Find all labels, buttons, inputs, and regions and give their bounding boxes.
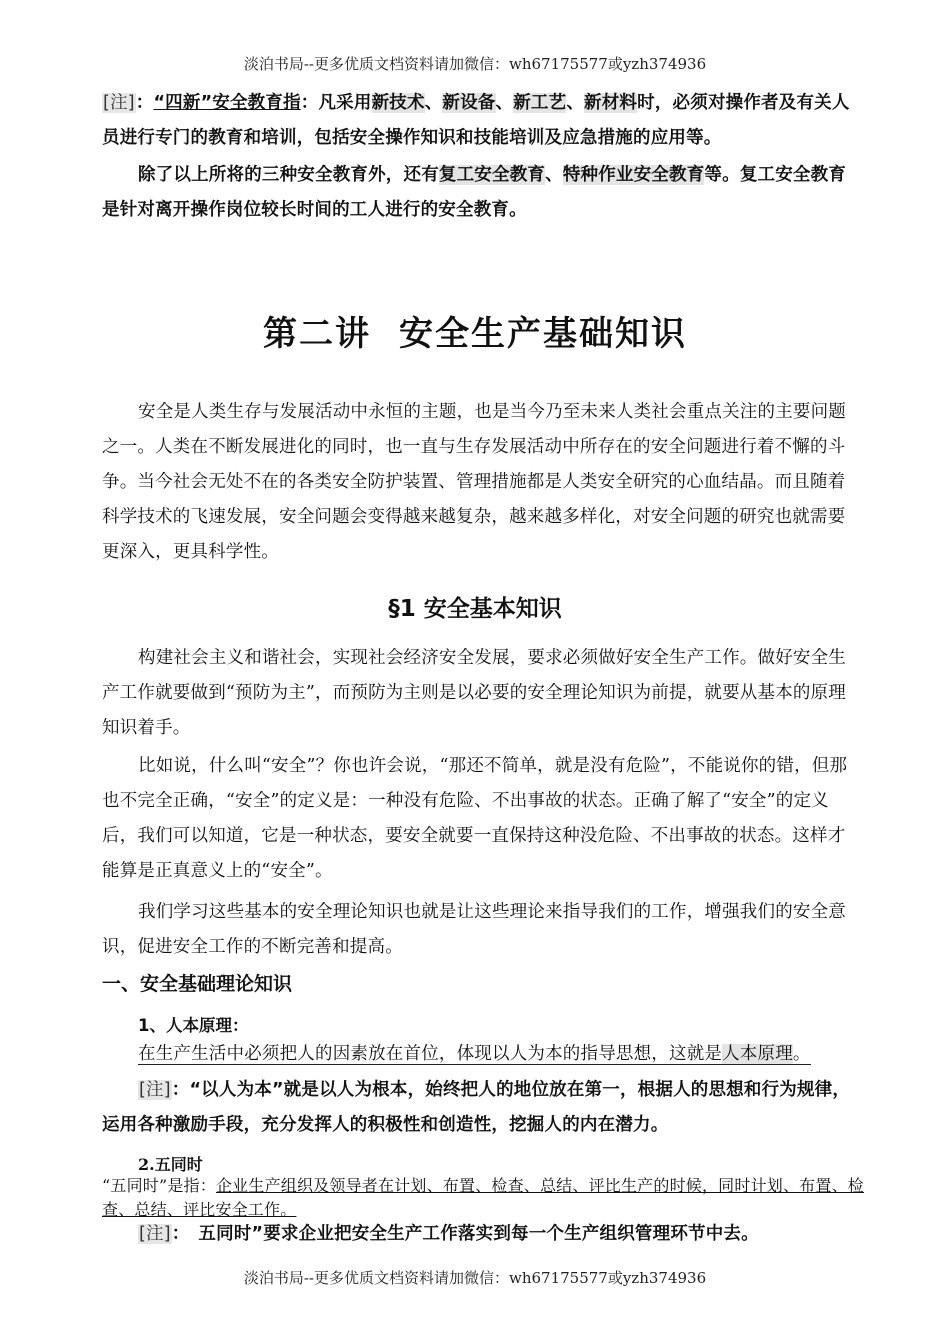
section-paragraph-2: 比如说，什么叫“安全”？你也许会说，“那还不简单，就是没有危险”，不能说你的错，但那也不完全正确，“安全”的定义是：一种没有危险、不出事故的状态。正确了解了“安全”的定义后，我们可以知道，它是一种状态，要安全就要一直保持这种没危险、不出事故的状态。这样才能算是正真意义上的“安全”。 [102, 756, 848, 881]
paragraph-other-education: 除了以上所将的三种安全教育外，还有复工安全教育、特种作业安全教育等。复工安全教育是针对离开操作岗位较长时间的工人进行的安全教育。 [102, 165, 847, 220]
term-four-new: “四新”安全教育指 [153, 93, 301, 113]
section-paragraph-1: 构建社会主义和谐社会，实现社会经济安全发展，要求必须做好安全生产工作。做好安全生产工作就要做到“预防为主”，而预防为主则是以必要的安全理论知识为前提，就要从基本的原理知识着手。 [102, 648, 846, 738]
subheading-human-principle: 1、人本原理： [138, 1016, 249, 1035]
keyword: 新材料 [584, 93, 638, 113]
section-heading: §1 安全基本知识 [388, 596, 562, 622]
page-header: 淡泊书局--更多优质文档资料请加微信：wh67175577或yzh374936 [243, 55, 707, 73]
subheading-five-simultaneous: 2.五同时 [138, 1155, 203, 1174]
note-tag: [注] [139, 1080, 171, 1100]
five-simultaneous-note: [注]： 五同时”要求企业把安全生产工作落实到每一个生产组织管理环节中去。 [139, 1224, 759, 1244]
keyword: 新工艺 [513, 93, 567, 113]
page-footer: 淡泊书局--更多优质文档资料请加微信：wh67175577或yzh374936 [243, 1269, 707, 1287]
keyword: 复工安全教育 [438, 165, 546, 185]
keyword: 人本原理 [722, 1044, 793, 1064]
intro-paragraph: 安全是人类生存与发展活动中永恒的主题，也是当今乃至未来人类社会重点关注的主要问题之一。人类在不断发展进化的同时，也一直与生存发展活动中所存在的安全问题进行着不懈的斗争。当今社会无处不在的各类安全防护装置、管理措施都是人类安全研究的心血结晶。而且随着科学技术的飞速发展，安全问题会变得越来越复杂，越来越多样化，对安全问题的研究也就需要更深入，更具科学性。 [102, 402, 846, 562]
keyword: 新技术 [371, 93, 425, 113]
section-paragraph-3: 我们学习这些基本的安全理论知识也就是让这些理论来指导我们的工作，增强我们的安全意识，促进安全工作的不断完善和提高。 [102, 902, 846, 957]
lecture-title: 第二讲 安全生产基础知识 [263, 314, 687, 354]
note-four-new: [注]：“四新”安全教育指：凡采用新技术、新设备、新工艺、新材料时，必须对操作者及有关人员进行专门的教育和培训，包括安全操作知识和技能培训及应急措施的应用等。 [102, 93, 850, 148]
heading-basic-theory: 一、安全基础理论知识 [102, 973, 293, 995]
keyword: 新设备 [442, 93, 496, 113]
note-tag: [注] [139, 1224, 171, 1244]
human-principle-note: [注]：“以人为本”就是以人为根本，始终把人的地位放在第一，根据人的思想和行为规律，运用各种激励手段，充分发挥人的积极性和创造性，挖掘人的内在潜力。 [102, 1080, 851, 1135]
human-principle-definition: 在生产生活中必须把人的因素放在首位，体现以人为本的指导思想，这就是人本原理。 [138, 1044, 811, 1064]
note-tag: [注] [103, 93, 135, 113]
five-simultaneous-definition: “五同时”是指：企业生产组织及领导者在计划、布置、检查、总结、评比生产的时候，同时计划、布置、检查、总结、评比安全工作。 [102, 1176, 864, 1219]
keyword: 特种作业安全教育 [562, 165, 705, 185]
